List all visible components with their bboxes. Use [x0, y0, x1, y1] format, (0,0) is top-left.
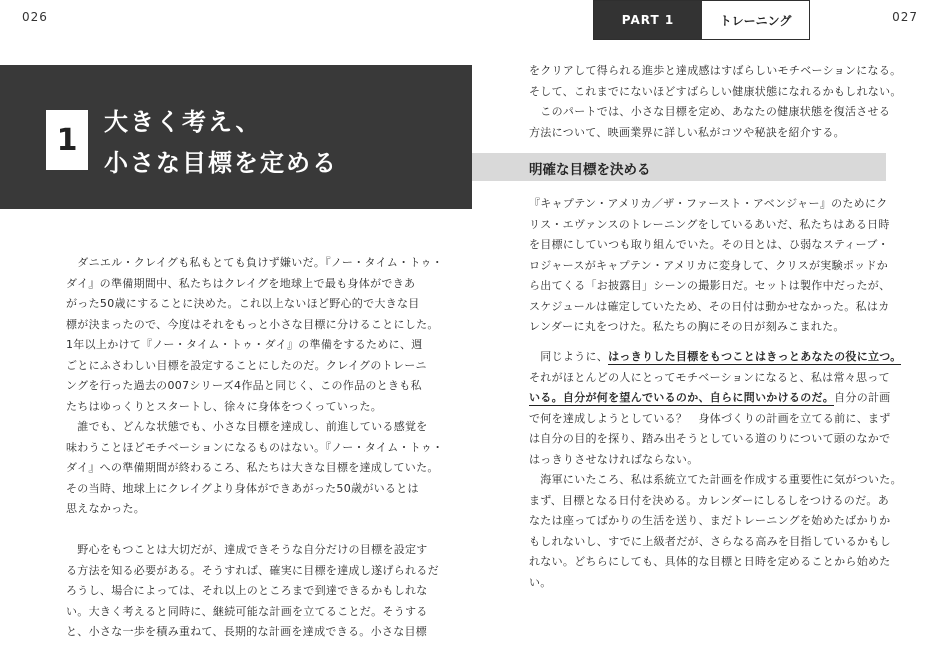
body-line: 『キャプテン・アメリカ／ザ・ファースト・アベンジャー』のためにク: [529, 197, 888, 210]
body-line: 思えなかった。: [66, 502, 146, 515]
page-number-right: 027: [892, 10, 918, 24]
underlined-emphasis: いる。自分が何を望んでいるのか、自らに問いかけるのだ。: [529, 391, 835, 404]
body-line: たちはゆっくりとスタートし、徐々に身体をつくっていった。: [66, 399, 383, 413]
body-line: リス・エヴァンスのトレーニングをしているあいだ、私たちはある日時: [529, 217, 890, 231]
body-line: 味わうことほどモチベーションになるものはない。『ノー・タイム・トゥ・: [66, 440, 444, 454]
body-line: 1年以上かけて『ノー・タイム・トゥ・ダイ』の準備をするために、週: [66, 338, 423, 351]
body-line: 方法について、映画業界に詳しい私がコツや秘訣を紹介する。: [529, 125, 845, 139]
body-line: ダイ』の準備期間中、私たちはクレイグを地球上で最も身体ができあ: [66, 276, 416, 290]
body-line: それがほとんどの人にとってモチベーションになると、私は常々思って: [529, 370, 890, 384]
body-line: 誰でも、どんな状態でも、小さな目標を達成し、前進している感覚を: [66, 420, 428, 433]
body-line: は自分の目的を探り、踏み出そうとしている道のりについて頭のなかで: [529, 432, 891, 445]
section-label: トレーニング: [702, 1, 809, 39]
body-line: ごとにふさわしい目標を設定することにしたのだ。クレイグのトレーニ: [66, 358, 427, 372]
body-line: もしれないし、すでに上級者だが、さらなる高みを目指しているかもし: [529, 534, 891, 548]
body-line: ングを行った過去の007シリーズ4作品と同じく、この作品のときも私: [66, 379, 422, 392]
body-line: はっきりさせなければならない。: [529, 452, 699, 466]
body-line: ら出てくる「お披露目」シーンの撮影日だ。セットは製作中だったが、: [529, 279, 891, 292]
chapter-title-line2: 小さな目標を定める: [104, 149, 338, 177]
body-line: ダニエル・クレイグも私もとても負けず嫌いだ。『ノー・タイム・トゥ・: [66, 256, 444, 269]
body-line: ダイ』への準備期間が終わるころ、私たちは大きな目標を達成していた。: [66, 461, 439, 474]
body-line: で何を達成しようとしている？ 身体づくりの計画を立てる前に、まず: [529, 411, 891, 425]
body-line: そして、これまでにないほどすばらしい健康状態になれるかもしれない。: [529, 84, 902, 98]
body-text: 自分の計画: [834, 391, 891, 404]
running-header-tabs: [593, 0, 810, 40]
body-line: スケジュールは確定していたため、その日付は動かせなかった。私はカ: [529, 299, 890, 313]
body-line: れない。どちらにしても、具体的な目標と日時を定めることから始めた: [529, 555, 891, 568]
body-line: を目標にしていつも取り組んでいた。その日とは、ひ弱なスティーブ・: [529, 238, 889, 251]
body-line: [529, 388, 891, 409]
right-column-paragraph-b: [529, 347, 902, 593]
body-line: レンダーに丸をつけた。私たちの胸にその日が刻みこまれた。: [529, 320, 845, 333]
page-number-left: 026: [22, 10, 48, 24]
left-column-body: [66, 253, 444, 643]
body-line: がった50歳にすることに決めた。これ以上ないほど野心的で大きな目: [66, 297, 420, 310]
body-line: なたは座ってばかりの生活を送り、まだトレーニングを始めたばかりか: [529, 514, 891, 527]
body-line: ろうし、場合によっては、それ以上のところまで到達できるかもしれな: [66, 584, 428, 597]
section-heading: 明確な目標を決める: [529, 162, 651, 178]
body-line: [529, 347, 902, 368]
right-column-intro: [529, 61, 902, 143]
body-line: その当時、地球上にクレイグより身体ができあがった50歳がいるとは: [66, 481, 419, 495]
body-line: 海軍にいたころ、私は系統立てた計画を作成する重要性に気がついた。: [529, 473, 902, 486]
part-label: PART 1: [594, 1, 702, 39]
chapter-title-line1: 大きく考え、: [104, 108, 262, 136]
body-text: 同じように、: [529, 350, 609, 363]
chapter-number: 1: [46, 110, 88, 170]
body-line: このパートでは、小さな目標を定め、あなたの健康状態を復活させる: [529, 105, 891, 118]
body-line: まず、目標となる日付を決める。カレンダーにしるしをつけるのだ。あ: [529, 493, 890, 507]
body-line: と、小さな一歩を積み重ねて、長期的な計画を達成できる。小さな目標: [66, 625, 428, 638]
body-line: い。大きく考えると同時に、継続可能な計画を立てることだ。そうする: [66, 604, 428, 618]
underlined-emphasis: はっきりした目標をもつことはきっとあなたの役に立つ。: [608, 350, 902, 363]
right-column-paragraph-a: [529, 194, 891, 338]
body-line: 標が決まったので、今度はそれをもっと小さな目標に分けることにした。: [66, 317, 439, 331]
body-line: い。: [529, 575, 552, 589]
body-line: ロジャースがキャプテン・アメリカに変身して、クリスが実験ポッドか: [529, 258, 889, 272]
body-line: る方法を知る必要がある。そうすれば、確実に目標を達成し遂げられるだ: [66, 563, 439, 577]
body-line: をクリアして得られる進歩と達成感はすばらしいモチベーションになる。: [529, 64, 902, 77]
body-line: 野心をもつことは大切だが、達成できそうな自分だけの目標を設定す: [66, 543, 428, 556]
